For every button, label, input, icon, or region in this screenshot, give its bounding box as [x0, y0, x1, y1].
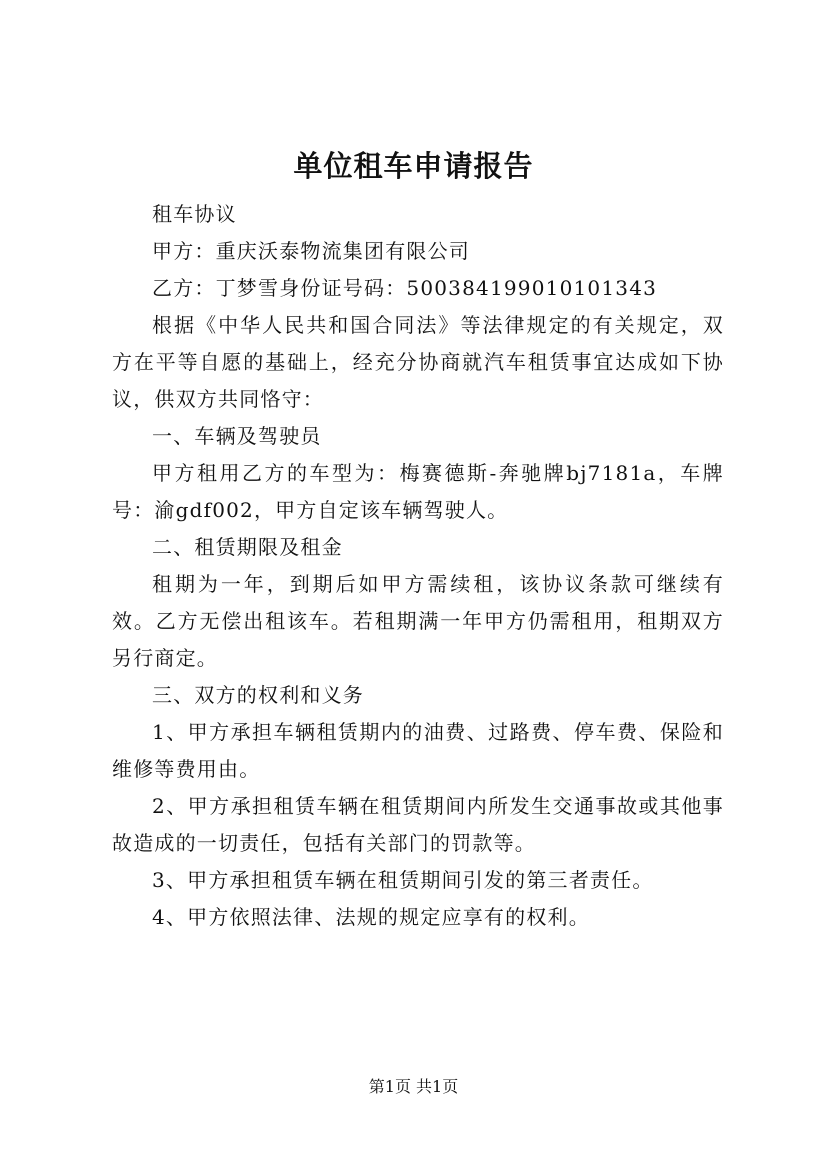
party-b-line: 乙方：丁梦雪身份证号码：500384199010101343: [152, 276, 658, 300]
section-heading-vehicle: 一、车辆及驾驶员: [152, 424, 322, 448]
vehicle-paragraph: 甲方租用乙方的车型为：梅赛德斯-奔驰牌bj7181a，车牌号：渝gdf002，甲方自定该车辆驾驶人。: [112, 461, 724, 522]
paragraph-heading: 租车协议: [152, 202, 237, 226]
preamble-paragraph: 根据《中华人民共和国合同法》等法律规定的有关规定，双方在平等自愿的基础上，经充分协商就汽车租赁事宜达成如下协议，供双方共同恪守：: [112, 313, 724, 411]
document-body: [112, 196, 724, 936]
rights-item-3: 3、甲方承担租赁车辆在租赁期间引发的第三者责任。: [152, 868, 654, 892]
document-title: 单位租车申请报告: [293, 149, 534, 183]
section-heading-rights: 三、双方的权利和义务: [152, 683, 364, 707]
term-paragraph: 租期为一年，到期后如甲方需续租，该协议条款可继续有效。乙方无偿出租该车。若租期满一年甲方仍需租用，租期双方另行商定。: [112, 572, 724, 670]
rights-item-2: 2、甲方承担租赁车辆在租赁期间内所发生交通事故或其他事故造成的一切责任，包括有关部门的罚款等。: [112, 794, 724, 855]
page-number-footer: 第1页 共1页: [368, 1077, 459, 1096]
rights-item-1: 1、甲方承担车辆租赁期内的油费、过路费、停车费、保险和维修等费用由。: [112, 720, 724, 781]
section-heading-term: 二、租赁期限及租金: [152, 535, 343, 559]
party-a-line: 甲方：重庆沃泰物流集团有限公司: [152, 239, 470, 263]
rights-item-4: 4、甲方依照法律、法规的规定应享有的权利。: [152, 905, 590, 929]
